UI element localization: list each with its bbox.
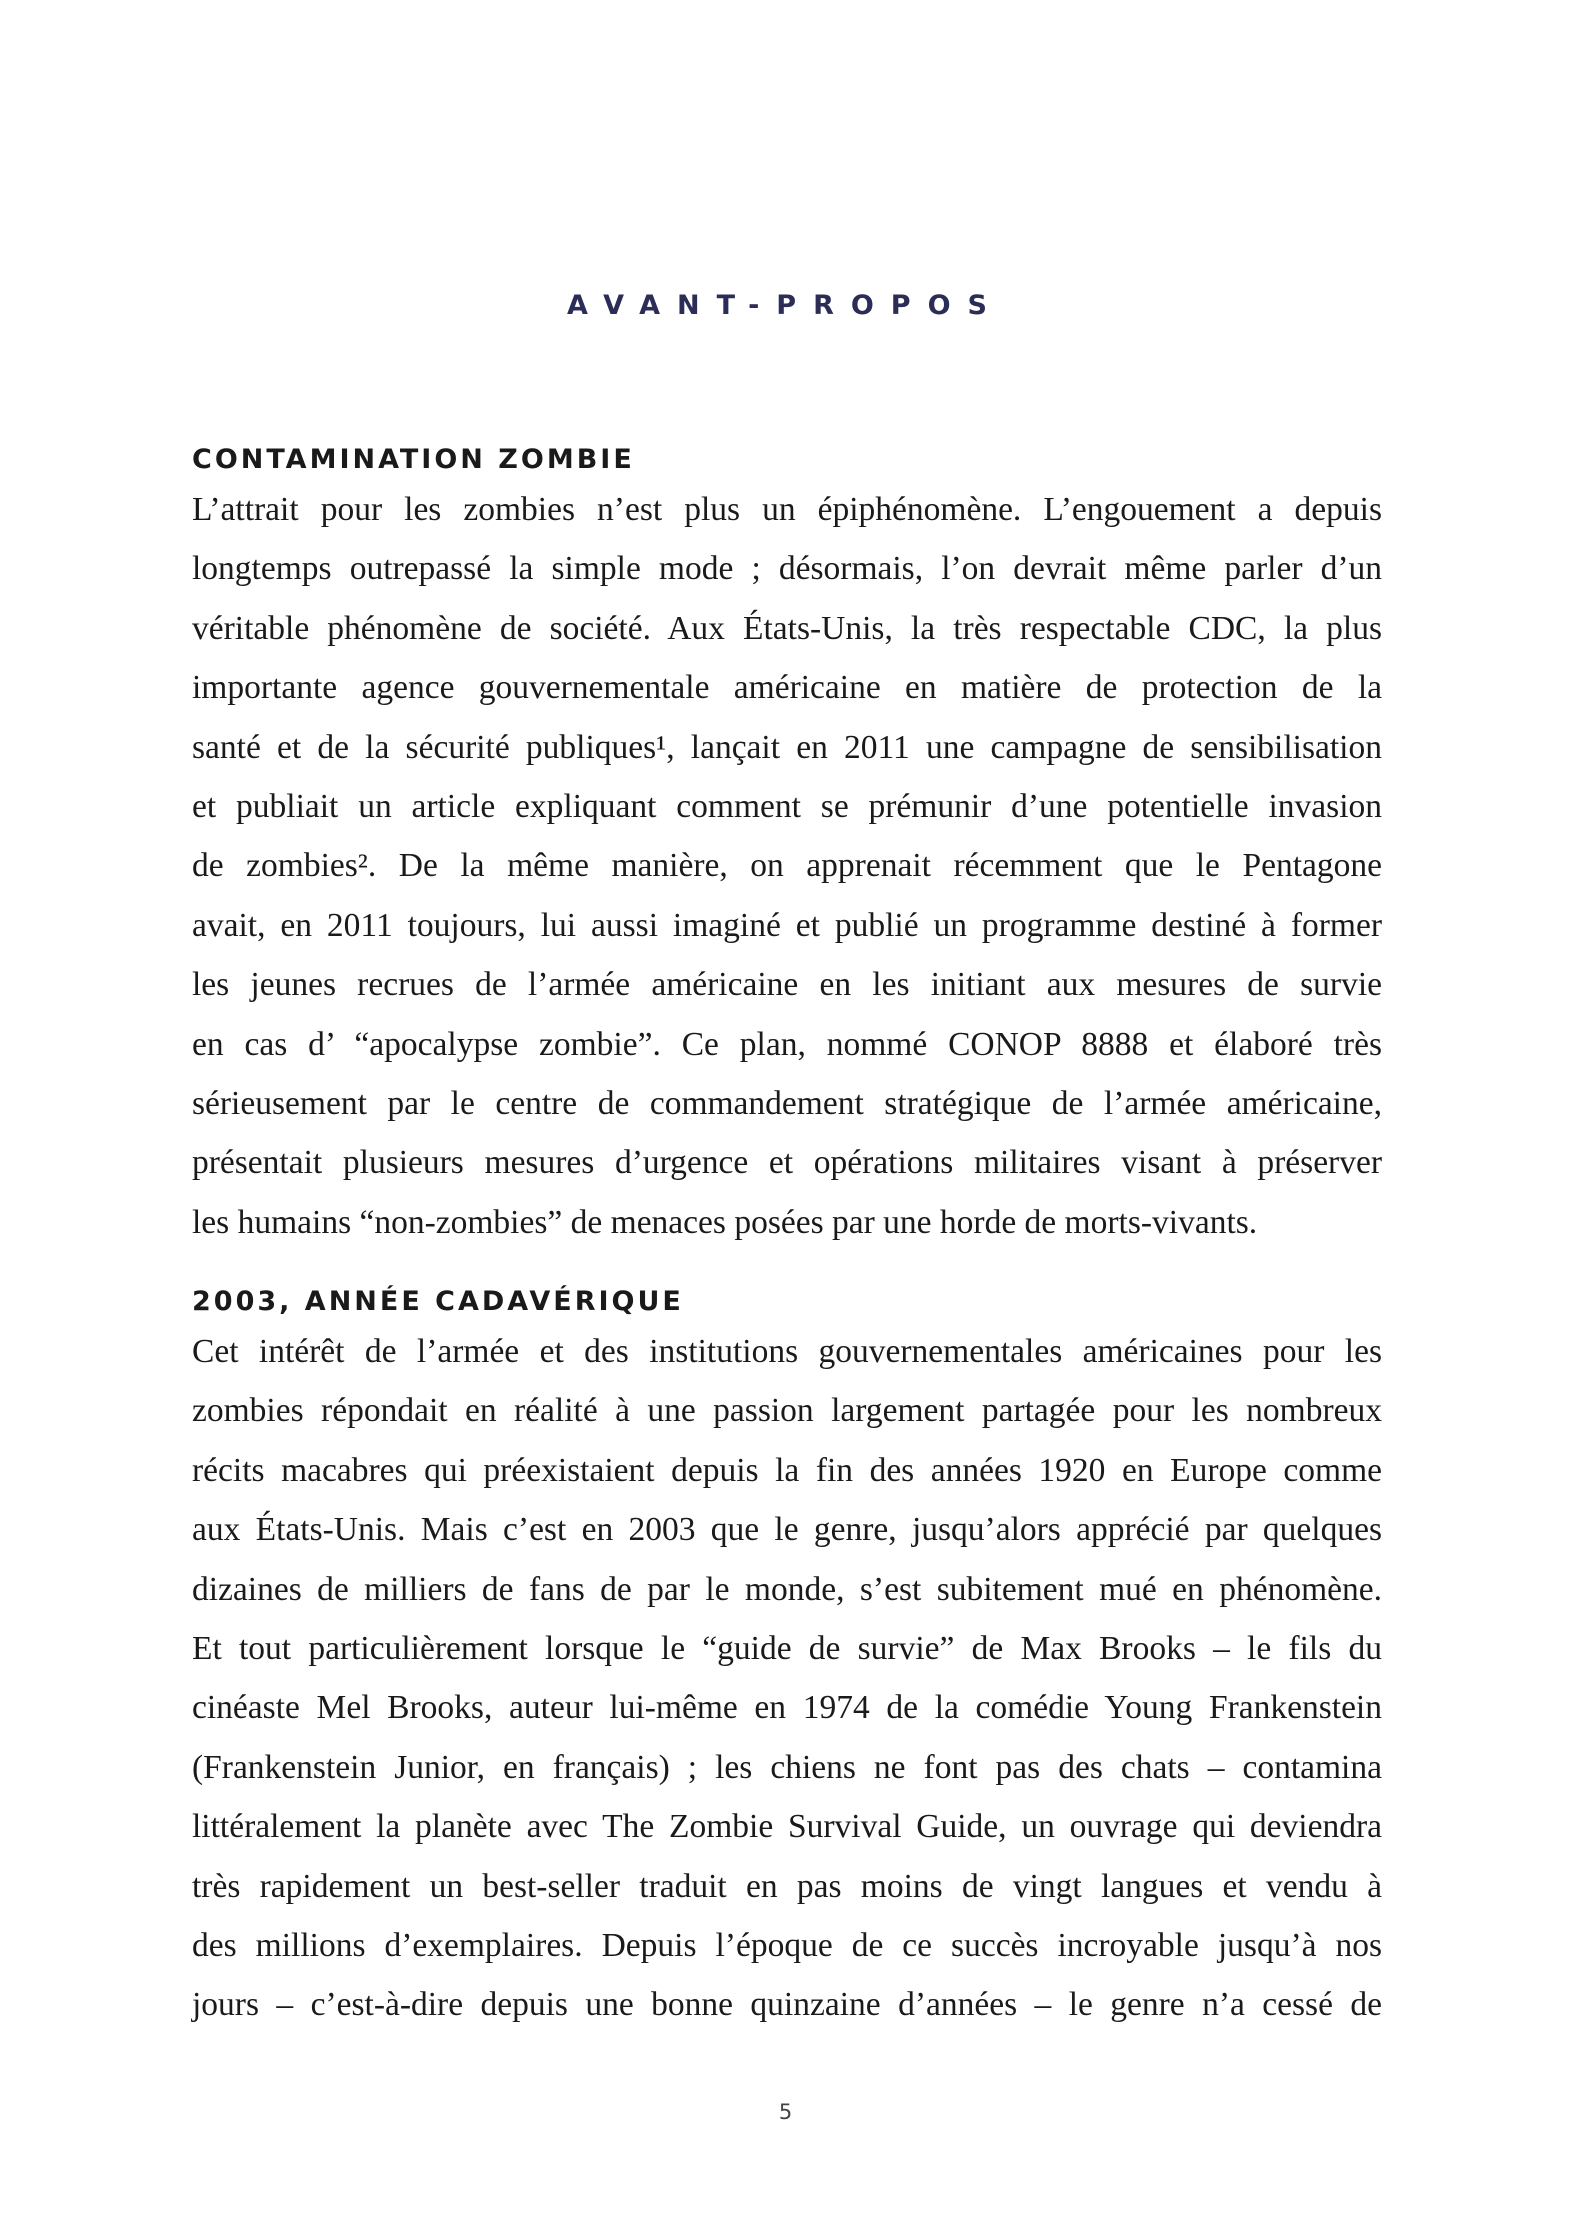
text-line: zombies répondait en réalité à une passion largement partagée pour les nombreux — [192, 1392, 1382, 1430]
text-line: présentait plusieurs mesures d’urgence et opérations militaires visant à préserver — [192, 1144, 1382, 1182]
text-line: des millions d’exemplaires. Depuis l’époque de ce succès incroyable jusqu’à nos — [192, 1926, 1382, 1964]
text-line: littéralement la planète avec The Zombie Survival Guide, un ouvrage qui deviendra — [192, 1808, 1382, 1846]
text-line: L’attrait pour les zombies n’est plus un épiphénomène. L’engouement a depuis — [192, 491, 1382, 528]
text-line: avait, en 2011 toujours, lui aussi imaginé et publié un programme destiné à former — [192, 906, 1382, 944]
text-line: très rapidement un best-seller traduit en pas moins de vingt langues et vendu à — [192, 1867, 1382, 1905]
text-line: dizaines de milliers de fans de par le monde, s’est subitement mué en phénomène. — [192, 1570, 1382, 1608]
text-line: les jeunes recrues de l’armée américaine en les initiant aux mesures de survie — [192, 966, 1382, 1004]
text-line: sérieusement par le centre de commandement stratégique de l’armée américaine, — [192, 1084, 1382, 1122]
section-paragraph — [192, 480, 1382, 1252]
text-line: (Frankenstein Junior, en français) ; les chiens ne font pas des chats – contamina — [192, 1748, 1382, 1786]
section-paragraph — [192, 1322, 1382, 2035]
text-line: jours – c’est-à-dire depuis une bonne quinzaine d’années – le genre n’a cessé de — [192, 1986, 1382, 2024]
text-line: et publiait un article expliquant comment se prémunir d’une potentielle invasion — [192, 787, 1382, 825]
section-heading: CONTAMINATION ZOMBIE — [192, 444, 635, 475]
text-line: Cet intérêt de l’armée et des institutions gouvernementales américaines pour les — [192, 1333, 1382, 1371]
text-line: récits macabres qui préexistaient depuis la fin des années 1920 en Europe comme — [192, 1451, 1382, 1489]
text-line: importante agence gouvernementale américaine en matière de protection de la — [192, 669, 1382, 707]
text-line: longtemps outrepassé la simple mode ; désormais, l’on devrait même parler d’un — [192, 550, 1382, 588]
page-number: 5 — [778, 2100, 793, 2124]
text-line: aux États-Unis. Mais c’est en 2003 que le genre, jusqu’alors apprécié par quelques — [192, 1511, 1382, 1549]
text-line: en cas d’ “apocalypse zombie”. Ce plan, nommé CONOP 8888 et élaboré très — [192, 1025, 1382, 1063]
section-2003-annee-cadaverique — [192, 1282, 1382, 2035]
section-contamination-zombie — [192, 440, 1382, 1252]
text-line: cinéaste Mel Brooks, auteur lui-même en 1974 de la comédie Young Frankenstein — [192, 1689, 1382, 1727]
section-heading: 2003, ANNÉE CADAVÉRIQUE — [192, 1286, 684, 1318]
chapter-title: AVANT-PROPOS — [567, 290, 1004, 321]
text-line: les humains “non-zombies” de menaces posées par une horde de morts-vivants. — [192, 1203, 1258, 1241]
page-body — [192, 440, 1382, 2065]
text-line: santé et de la sécurité publiques¹, lançait en 2011 une campagne de sensibilisation — [192, 728, 1382, 766]
text-line: véritable phénomène de société. Aux États-Unis, la très respectable CDC, la plus — [192, 609, 1382, 647]
text-line: Et tout particulièrement lorsque le “guide de survie” de Max Brooks – le fils du — [192, 1630, 1382, 1668]
text-line: de zombies². De la même manière, on apprenait récemment que le Pentagone — [192, 847, 1382, 885]
